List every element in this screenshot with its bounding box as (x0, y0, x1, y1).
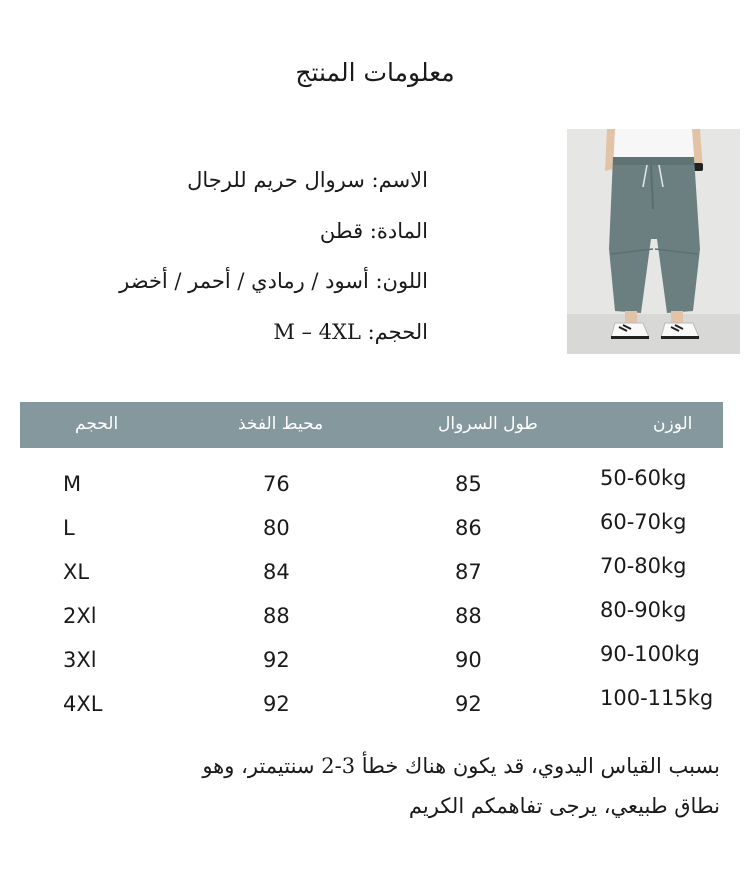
measurement-note-line-1: بسبب القياس اليدوي، قد يكون هناك خطأ 3-2 سنتيمتر، وهو (202, 754, 720, 778)
measurement-note-line-2: نطاق طبيعي، يرجى تفاهمكم الكريم (408, 794, 720, 818)
cell-size: XL (63, 560, 90, 584)
cell-thigh: 84 (263, 560, 290, 584)
header-weight: الوزن (653, 414, 693, 434)
header-size: الحجم (75, 414, 119, 434)
cell-length: 88 (455, 604, 482, 628)
cell-weight: 70-80kg (600, 554, 687, 578)
cell-length: 86 (455, 516, 482, 540)
product-photo (567, 129, 740, 354)
size-table-header (20, 402, 723, 448)
cell-weight: 100-115kg (600, 686, 714, 710)
cell-size: 2Xl (63, 604, 97, 628)
cell-length: 87 (455, 560, 482, 584)
cell-thigh: 88 (263, 604, 290, 628)
cell-thigh: 76 (263, 472, 290, 496)
header-length: طول السروال (438, 414, 538, 434)
cell-size: L (63, 516, 75, 540)
cell-thigh: 80 (263, 516, 290, 540)
page-title: معلومات المنتج (295, 58, 455, 87)
product-name: الاسم: سروال حريم للرجال (187, 168, 428, 192)
cell-size: 4XL (63, 692, 103, 716)
product-colors: اللون: أسود / رمادي / أحمر / أخضر (119, 269, 428, 293)
cell-thigh: 92 (263, 648, 290, 672)
cell-weight: 90-100kg (600, 642, 700, 666)
cell-weight: 50-60kg (600, 466, 687, 490)
cell-weight: 80-90kg (600, 598, 687, 622)
cell-size: 3Xl (63, 648, 97, 672)
table-row (0, 686, 750, 736)
cell-size: M (63, 472, 82, 496)
cell-weight: 60-70kg (600, 510, 687, 534)
header-thigh: محيط الفخذ (238, 414, 324, 434)
cell-length: 90 (455, 648, 482, 672)
product-material: المادة: قطن (319, 219, 428, 243)
product-size-range: الحجم: M – 4XL (273, 320, 428, 344)
harem-pants-illustration (567, 129, 740, 354)
cell-length: 85 (455, 472, 482, 496)
cell-thigh: 92 (263, 692, 290, 716)
cell-length: 92 (455, 692, 482, 716)
